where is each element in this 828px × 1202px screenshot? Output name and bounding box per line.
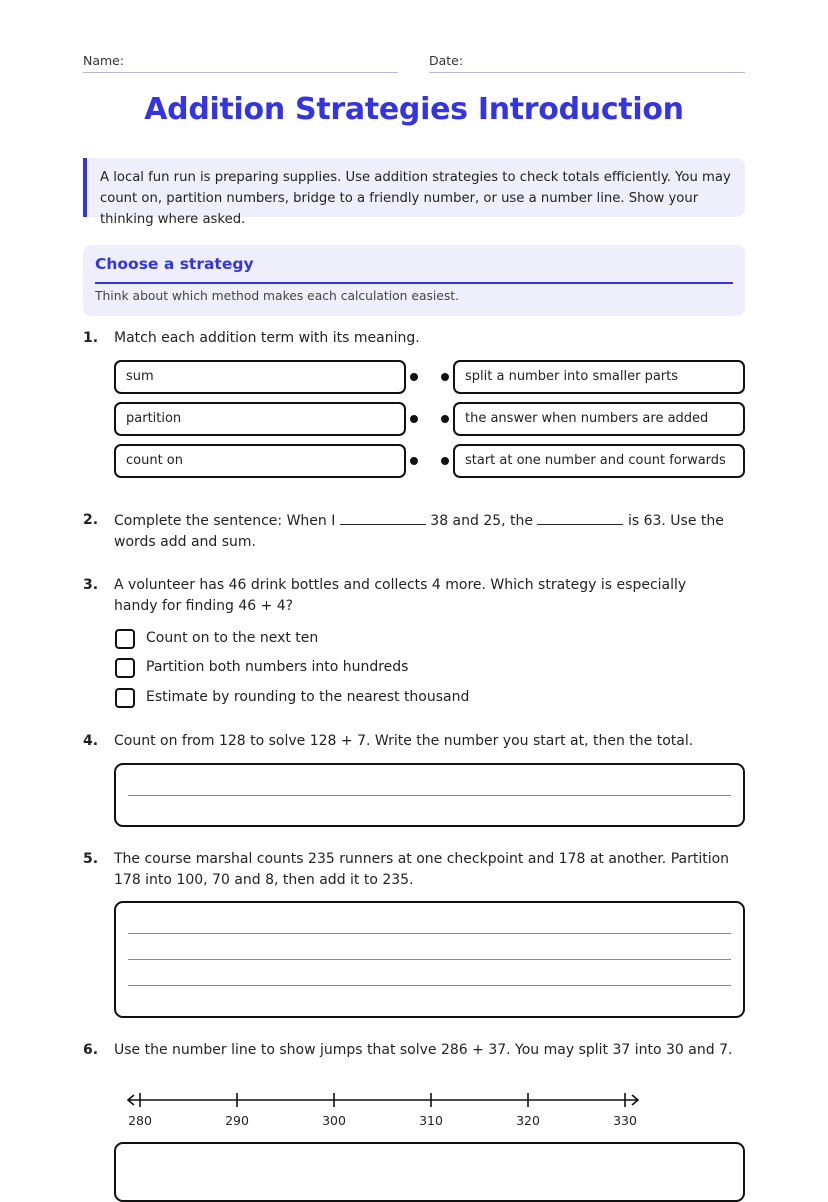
option-label: Partition both numbers into hundreds	[146, 659, 409, 675]
match-dot[interactable]	[441, 457, 449, 465]
page-title: Addition Strategies Introduction	[144, 92, 684, 127]
writing-line	[128, 933, 731, 934]
question-text: Use the number line to show jumps that solve 286 + 37. You may split 37 into 30 and 7.	[114, 1042, 733, 1058]
tick-label: 280	[128, 1113, 152, 1128]
sentence-part: is 63. Use the words add and sum.	[114, 513, 724, 550]
date-field[interactable]	[429, 72, 745, 73]
question-text: The course marshal counts 235 runners at one checkpoint and 178 at another. Partition 178 into 100, 70 and 8, then add it to 235.	[114, 851, 730, 888]
match-dot[interactable]	[410, 457, 418, 465]
match-right-item[interactable]: split a number into smaller parts	[453, 360, 745, 394]
name-label: Name:	[83, 53, 125, 68]
answer-box[interactable]	[114, 901, 745, 1018]
section-header	[83, 245, 745, 316]
match-left-item[interactable]: count on	[114, 444, 406, 478]
writing-line	[128, 795, 731, 796]
option-checkbox[interactable]	[115, 629, 135, 649]
question-number: 3.	[83, 577, 99, 593]
match-dot[interactable]	[441, 415, 449, 423]
answer-blank[interactable]	[537, 510, 623, 525]
question-text: Match each addition term with its meaning.	[114, 330, 420, 346]
tick-label: 290	[225, 1113, 249, 1128]
match-dot[interactable]	[410, 373, 418, 381]
sentence-part: Complete the sentence: When I	[114, 513, 336, 529]
match-right-item[interactable]: the answer when numbers are added	[453, 402, 745, 436]
section-rule	[95, 282, 733, 284]
sentence-part: 38 and 25, the	[430, 513, 534, 529]
match-left-item[interactable]: sum	[114, 360, 406, 394]
question-number: 6.	[83, 1042, 99, 1058]
section-title: Choose a strategy	[95, 255, 254, 273]
tick-label: 320	[516, 1113, 540, 1128]
tick-label: 310	[419, 1113, 443, 1128]
answer-blank[interactable]	[340, 510, 426, 525]
answer-box[interactable]	[114, 763, 745, 827]
option-checkbox[interactable]	[115, 658, 135, 678]
question-number: 2.	[83, 512, 99, 528]
date-label: Date:	[429, 53, 464, 68]
question-text: Count on from 128 to solve 128 + 7. Write the number you start at, then the total.	[114, 733, 694, 749]
question-number: 1.	[83, 330, 99, 346]
writing-line	[128, 959, 731, 960]
question-number: 4.	[83, 733, 99, 749]
tick-label: 330	[613, 1113, 637, 1128]
intro-text: A local fun run is preparing supplies. Use addition strategies to check totals efficiently. You may count on, partition numbers, bridge to a friendly number, or use a number line. Show your thinking where asked.	[100, 170, 731, 227]
match-left-item[interactable]: partition	[114, 402, 406, 436]
writing-line	[128, 985, 731, 986]
answer-box[interactable]	[114, 1142, 745, 1202]
match-dot[interactable]	[441, 373, 449, 381]
question-text: A volunteer has 46 drink bottles and collects 4 more. Which strategy is especially handy for finding 46 + 4?	[114, 577, 687, 614]
match-right-item[interactable]: start at one number and count forwards	[453, 444, 745, 478]
name-field[interactable]	[83, 72, 398, 73]
option-checkbox[interactable]	[115, 688, 135, 708]
question-text	[114, 510, 750, 553]
match-dot[interactable]	[410, 415, 418, 423]
number-line	[120, 1090, 650, 1114]
tick-label: 300	[322, 1113, 346, 1128]
intro-box	[83, 158, 745, 227]
option-label: Count on to the next ten	[146, 630, 319, 646]
option-label: Estimate by rounding to the nearest thousand	[146, 689, 470, 705]
question-number: 5.	[83, 851, 99, 867]
section-subtitle: Think about which method makes each calculation easiest.	[95, 289, 460, 303]
